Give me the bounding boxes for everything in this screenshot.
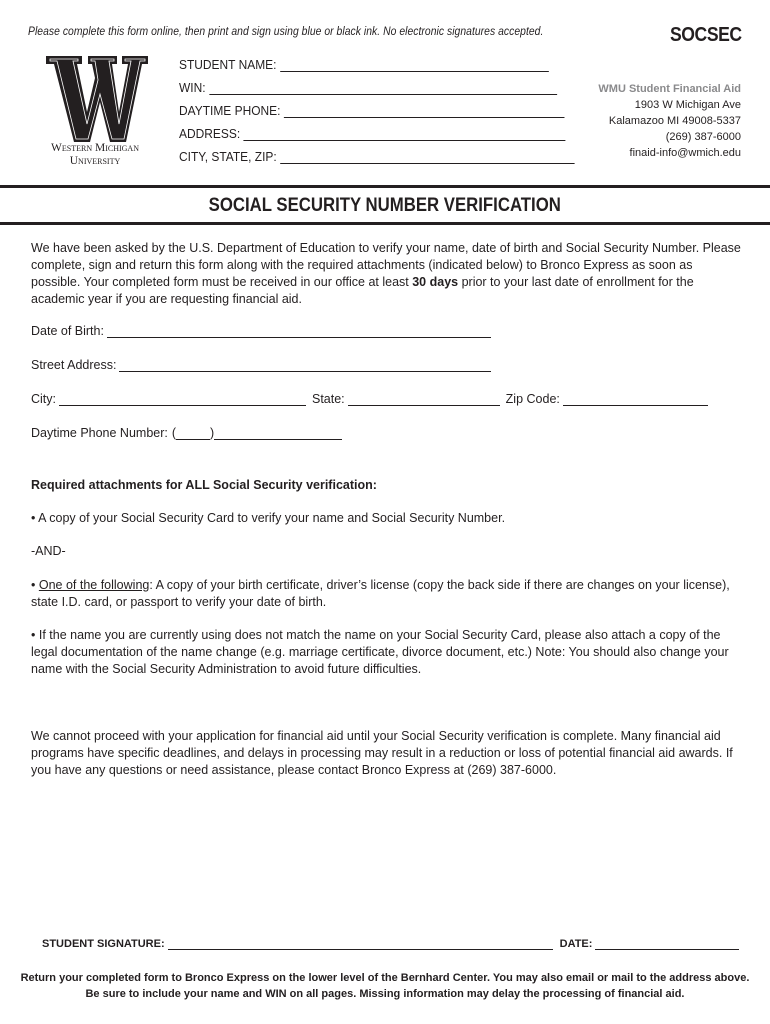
requirement-ss-card: • A copy of your Social Security Card to verify your name and Social Security Number. (31, 511, 506, 525)
top-divider (0, 185, 770, 188)
street-address-row (31, 358, 491, 372)
instructions-note: Please complete this form online, then print and sign using blue or black ink. No electronic signatures accepted. (28, 26, 544, 38)
city-field[interactable] (59, 394, 306, 406)
dob-field[interactable] (107, 326, 491, 338)
and-separator: -AND- (31, 544, 66, 558)
title-divider (0, 222, 770, 225)
win-row (179, 80, 557, 95)
office-street: 1903 W Michigan Ave (634, 99, 741, 111)
date-field[interactable] (595, 939, 739, 950)
form-title-text: SOCIAL SECURITY NUMBER VERIFICATION (208, 194, 562, 216)
address-label: ADDRESS: (179, 126, 241, 141)
area-code-close: ) (210, 426, 215, 440)
intro-deadline: 30 days (412, 275, 459, 289)
dob-label: Date of Birth: (31, 324, 104, 338)
bullet-2-prefix: • (31, 578, 39, 592)
state-label: State: (312, 392, 345, 406)
w-logo-icon (44, 54, 150, 144)
dob-row (31, 324, 491, 338)
bullet-2-text: : A copy of your birth certificate, driver’s license (copy the back side if there are changes on your license), state I.D. card, or passport to verify your date of birth. (31, 578, 730, 609)
street-address-label: Street Address: (31, 358, 117, 372)
footer-line-2: Be sure to include your name and WIN on all pages. Missing information may delay the processing of financial aid. (85, 988, 685, 1000)
wmu-logo (44, 54, 150, 144)
closing-paragraph: We cannot proceed with your application for financial aid until your Social Security verification is complete. Many financial aid programs have specific deadlines, and delays in processing may result in a reduction or loss of potential financial aid awards. If you have any questions or need assistance, please contact Bronco Express at (269) 387-6000. (31, 729, 733, 777)
intro-paragraph (31, 240, 743, 308)
phone-label: Daytime Phone Number: (31, 426, 168, 440)
office-city: Kalamazoo MI 49008-5337 (608, 115, 741, 127)
state-field[interactable] (348, 394, 500, 406)
intro-text-1: We have been asked by the U.S. Department of Education to verify your name, date of birth and Social Security Number. Please complete, sign and return this form along with the required attachments (indicated below) to Bronco Express as soon as possible. Your completed form must be received in our office at least (31, 241, 741, 289)
intro-text-2: prior to your last date of enrollment for the academic year if you are requesting financial aid. (31, 275, 694, 306)
university-name (40, 142, 150, 168)
footer-instructions (0, 970, 770, 1002)
university-name-line2: University (69, 155, 121, 167)
city-label: City: (31, 392, 56, 406)
office-name: WMU Student Financial Aid (598, 83, 741, 95)
phone-number-field[interactable] (214, 428, 342, 440)
signature-label: STUDENT SIGNATURE: (42, 938, 165, 950)
signature-field[interactable] (168, 939, 553, 950)
student-name-label: STUDENT NAME: (179, 57, 277, 72)
address-field[interactable] (244, 129, 566, 141)
phone-row (31, 426, 342, 440)
office-email[interactable]: finaid-info@wmich.edu (629, 147, 741, 159)
zip-field[interactable] (563, 394, 708, 406)
signature-row (42, 938, 739, 950)
zip-label: Zip Code: (505, 392, 560, 406)
requirement-name-change: • If the name you are currently using does not match the name on your Social Security Card, please also attach a copy of the legal documentation of the name change (e.g. marriage certificate, divorce document, etc.) Note: You should also change your name with the Social Security Administration to avoid future difficulties. (31, 628, 729, 676)
street-address-field[interactable] (119, 360, 491, 372)
city-row (31, 392, 708, 406)
address-row (179, 126, 566, 141)
daytime-phone-field[interactable] (284, 106, 565, 118)
requirements-heading: Required attachments for ALL Social Security verification: (31, 478, 377, 492)
form-code: SOCSEC (670, 24, 742, 46)
win-label: WIN: (179, 80, 206, 95)
area-code-field[interactable] (176, 428, 210, 440)
area-code-open: ( (171, 426, 177, 440)
office-phone: (269) 387-6000 (665, 131, 741, 143)
university-name-line1: Western Michigan (51, 142, 139, 154)
requirement-dob-document (31, 577, 743, 611)
city-state-zip-row (179, 149, 575, 164)
date-label: DATE: (559, 938, 593, 950)
office-address (598, 81, 741, 161)
city-state-zip-field[interactable] (280, 152, 574, 164)
student-name-field[interactable] (280, 60, 549, 72)
daytime-phone-label: DAYTIME PHONE: (179, 103, 281, 118)
win-field[interactable] (209, 83, 557, 95)
footer-line-1: Return your completed form to Bronco Express on the lower level of the Bernhard Center. You may also email or mail to the address above. (20, 972, 750, 984)
city-state-zip-label: CITY, STATE, ZIP: (179, 149, 277, 164)
daytime-phone-row (179, 103, 565, 118)
one-of-following: One of the following (38, 578, 150, 592)
form-title (0, 194, 770, 217)
student-name-row (179, 57, 549, 72)
